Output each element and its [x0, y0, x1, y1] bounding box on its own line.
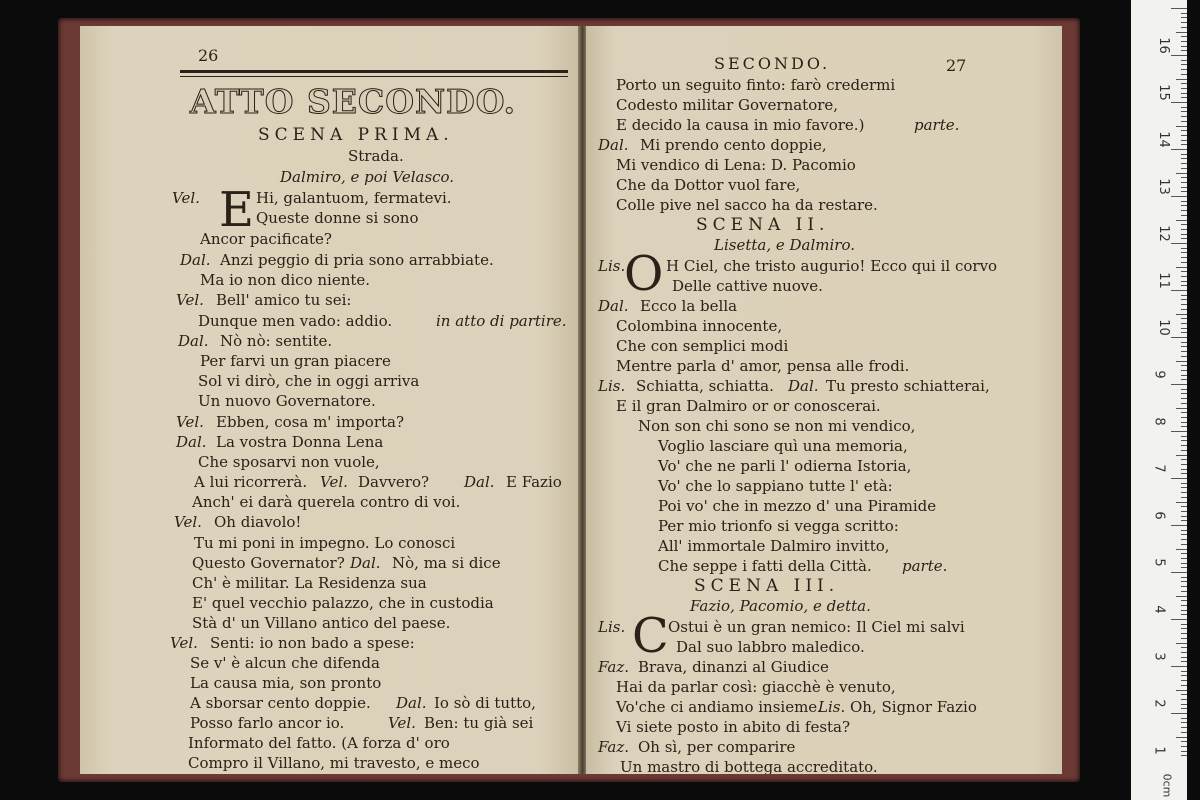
text-line: A lui ricorrerà.: [194, 473, 308, 491]
ruler-tick: [1171, 149, 1187, 150]
ruler-tick: [1181, 586, 1187, 587]
ruler-tick: [1181, 718, 1187, 719]
ruler-tick: [1176, 455, 1187, 456]
speaker: Dal.: [350, 554, 381, 572]
ruler-tick: [1181, 107, 1187, 108]
ruler-tick: [1181, 422, 1187, 423]
speaker: Lis.: [598, 618, 626, 636]
ruler-tick: [1181, 751, 1187, 752]
ruler-tick: [1181, 69, 1187, 70]
ruler-tick: [1181, 464, 1187, 465]
text-line: Non son chi sono se non mi vendico,: [638, 417, 916, 435]
ruler-tick: [1181, 276, 1187, 277]
text-line: Oh diavolo!: [214, 513, 302, 531]
drop-cap: O: [624, 246, 664, 302]
setting: Strada.: [348, 147, 404, 165]
ruler-tick: [1181, 36, 1187, 37]
ruler-tick: [1171, 384, 1187, 385]
speaker: Vel.: [176, 413, 204, 431]
ruler-tick: [1176, 549, 1187, 550]
speaker: Dal.: [396, 694, 427, 712]
ruler-tick: [1181, 191, 1187, 192]
ruler-tick: [1181, 154, 1187, 155]
ruler-tick: [1181, 50, 1187, 51]
text-line: Anzi peggio di pria sono arrabbiate.: [220, 251, 494, 269]
speaker: Faz.: [598, 658, 630, 676]
ruler-tick: [1181, 469, 1187, 470]
ruler-tick: [1181, 187, 1187, 188]
ruler-tick: [1181, 13, 1187, 14]
ruler-tick: [1171, 196, 1187, 197]
speaker: Dal.: [464, 473, 495, 491]
text-line: E decido la causa in mio favore.): [616, 116, 865, 134]
ruler-tick: [1181, 755, 1187, 756]
text-line: La vostra Donna Lena: [216, 433, 384, 451]
text-line: Ostui è un gran nemico: Il Ciel mi salvi: [668, 618, 965, 636]
text-line: Nò nò: sentite.: [220, 332, 333, 350]
ruler-tick: [1181, 60, 1187, 61]
ruler-tick: [1176, 690, 1187, 691]
text-line: Un mastro di bottega accreditato.: [620, 758, 878, 774]
ruler-tick: [1171, 55, 1187, 56]
ruler-tick: [1181, 281, 1187, 282]
ruler-tick: [1181, 64, 1187, 65]
ruler-label: 7: [1151, 464, 1167, 473]
speaker: Vel.: [172, 189, 200, 207]
text-line: Vo' che ne parli l' odierna Istoria,: [658, 457, 912, 475]
ruler-tick: [1181, 140, 1187, 141]
ruler-tick: [1181, 534, 1187, 535]
text-line: Per farvi un gran piacere: [200, 352, 391, 370]
ruler-tick: [1176, 502, 1187, 503]
ruler-tick: [1181, 440, 1187, 441]
text-line: Vo' che lo sappiano tutte l' età:: [658, 477, 893, 495]
speaker: Dal.: [788, 377, 819, 395]
ruler-label: 6: [1151, 511, 1167, 520]
ruler-tick: [1181, 210, 1187, 211]
text-line: H Ciel, che tristo augurio! Ecco qui il corvo: [666, 257, 998, 275]
ruler-tick: [1181, 473, 1187, 474]
text-line: Davvero?: [358, 473, 430, 491]
text-line: Un nuovo Governatore.: [198, 392, 376, 410]
ruler-tick: [1181, 624, 1187, 625]
text-line: Ma io non dico niente.: [200, 271, 371, 289]
speaker: Vel.: [170, 634, 198, 652]
ruler-tick: [1181, 511, 1187, 512]
text-line: Dunque men vado: addio.: [198, 312, 393, 330]
ruler-tick: [1181, 356, 1187, 357]
scene-title: SCENA III.: [694, 576, 840, 596]
text-line: Ch' è militar. La Residenza sua: [192, 574, 427, 592]
speaker: Dal.: [180, 251, 211, 269]
ruler-tick: [1181, 309, 1187, 310]
text-line: Senti: io non bado a spese:: [210, 634, 415, 652]
drop-cap: C: [632, 608, 669, 664]
rule-bottom: [180, 76, 568, 77]
text-line: Che da Dottor vuol fare,: [616, 176, 801, 194]
ruler-tick: [1181, 680, 1187, 681]
speaker: Lis.: [598, 257, 626, 275]
ruler-tick: [1176, 126, 1187, 127]
ruler-tick: [1181, 248, 1187, 249]
text-line: Questo Governator?: [192, 554, 345, 572]
ruler-tick: [1181, 403, 1187, 404]
ruler-tick: [1181, 661, 1187, 662]
text-line: Vi siete posto in abito di festa?: [616, 718, 851, 736]
stage-direction: parte.: [914, 116, 960, 134]
ruler-tick: [1181, 417, 1187, 418]
ruler-tick: [1171, 8, 1187, 9]
ruler-tick: [1171, 431, 1187, 432]
text-line: Hai da parlar così: giacchè è venuto,: [616, 678, 896, 696]
ruler-tick: [1181, 342, 1187, 343]
ruler-tick: [1181, 563, 1187, 564]
ruler-label: 4: [1151, 605, 1167, 614]
ruler-tick: [1181, 74, 1187, 75]
ruler-tick: [1171, 619, 1187, 620]
ruler-tick: [1181, 328, 1187, 329]
ruler-tick: [1176, 361, 1187, 362]
speaker: Vel.: [176, 291, 204, 309]
ruler-tick: [1181, 130, 1187, 131]
scene-title: SCENA II.: [696, 215, 830, 235]
characters: Dalmiro, e poi Velasco.: [280, 168, 455, 186]
ruler-label: 16: [1155, 37, 1171, 54]
ruler-tick: [1176, 596, 1187, 597]
ruler-tick: [1181, 610, 1187, 611]
text-line: Mi vendico di Lena: D. Pacomio: [616, 156, 856, 174]
ruler-tick: [1181, 97, 1187, 98]
act-title: ATTO SECONDO.: [190, 82, 517, 121]
ruler-tick: [1181, 389, 1187, 390]
ruler-label: 14: [1155, 131, 1171, 148]
text-line: Dal suo labbro maledico.: [676, 638, 865, 656]
ruler-tick: [1181, 93, 1187, 94]
ruler-tick: [1181, 135, 1187, 136]
text-line: E' quel vecchio palazzo, che in custodia: [192, 594, 494, 612]
speaker: Dal.: [598, 297, 629, 315]
ruler-tick: [1181, 398, 1187, 399]
text-line: Queste donne si sono: [256, 209, 419, 227]
text-line: Mi prendo cento doppie,: [640, 136, 827, 154]
ruler-tick: [1181, 370, 1187, 371]
ruler-tick: [1181, 708, 1187, 709]
ruler-tick: [1181, 393, 1187, 394]
ruler-tick: [1181, 46, 1187, 47]
ruler-tick: [1181, 732, 1187, 733]
speaker: Faz.: [598, 738, 630, 756]
ruler-tick: [1181, 346, 1187, 347]
ruler-tick: [1181, 487, 1187, 488]
ruler-label: 9: [1151, 370, 1167, 379]
ruler-tick: [1176, 643, 1187, 644]
ruler-tick: [1181, 685, 1187, 686]
ruler-tick: [1176, 314, 1187, 315]
characters: Lisetta, e Dalmiro.: [714, 236, 856, 254]
running-head: SECONDO.: [714, 54, 831, 73]
text-line: Poi vo' che in mezzo d' una Piramide: [658, 497, 937, 515]
text-line: Che con semplici modi: [616, 337, 789, 355]
ruler-tick: [1181, 88, 1187, 89]
ruler-tick: [1176, 32, 1187, 33]
scene-title: SCENA PRIMA.: [258, 125, 454, 145]
ruler-tick: [1181, 567, 1187, 568]
speaker: Lis.: [818, 698, 846, 716]
ruler-tick: [1181, 299, 1187, 300]
ruler-tick: [1181, 694, 1187, 695]
ruler-tick: [1181, 436, 1187, 437]
ruler-tick: [1171, 243, 1187, 244]
ruler-tick: [1176, 79, 1187, 80]
ruler-tick: [1181, 27, 1187, 28]
ruler-tick: [1171, 713, 1187, 714]
ruler-tick: [1181, 741, 1187, 742]
ruler-tick: [1171, 337, 1187, 338]
text-line: Oh, Signor Fazio: [850, 698, 977, 716]
ruler-tick: [1181, 215, 1187, 216]
ruler-tick: [1181, 379, 1187, 380]
text-line: Tu presto schiatterai,: [826, 377, 990, 395]
ruler-tick: [1176, 267, 1187, 268]
rule-top: [180, 70, 568, 73]
ruler-tick: [1181, 746, 1187, 747]
ruler-tick: [1171, 666, 1187, 667]
speaker: Lis.: [598, 377, 626, 395]
text-line: Se v' è alcun che difenda: [190, 654, 380, 672]
ruler-tick: [1181, 205, 1187, 206]
text-line: Schiatta, schiatta.: [636, 377, 774, 395]
characters: Fazio, Pacomio, e detta.: [690, 597, 871, 615]
ruler-tick: [1181, 351, 1187, 352]
ruler-tick: [1181, 577, 1187, 578]
text-line: Per mio trionfo si vegga scritto:: [658, 517, 899, 535]
ruler-tick: [1181, 182, 1187, 183]
ruler-tick: [1176, 173, 1187, 174]
ruler-tick: [1181, 614, 1187, 615]
text-line: Io sò di tutto,: [434, 694, 536, 712]
ruler-tick: [1181, 628, 1187, 629]
ruler-tick: [1181, 497, 1187, 498]
ruler-tick: [1181, 516, 1187, 517]
text-line: Brava, dinanzi al Giudice: [638, 658, 829, 676]
ruler-tick: [1181, 652, 1187, 653]
drop-cap: E: [219, 182, 255, 238]
ruler-tick: [1176, 737, 1187, 738]
ruler-tick: [1171, 102, 1187, 103]
text-line: Delle cattive nuove.: [672, 277, 823, 295]
speaker: Vel.: [320, 473, 348, 491]
ruler-label: 10: [1155, 319, 1171, 336]
ruler-tick: [1181, 168, 1187, 169]
speaker: Vel.: [388, 714, 416, 732]
ruler-label: 11: [1155, 272, 1171, 289]
text-line: Hi, galantuom, fermatevi.: [256, 189, 452, 207]
ruler-tick: [1181, 633, 1187, 634]
text-line: Voglio lasciare quì una memoria,: [658, 437, 908, 455]
right-page: [586, 26, 1062, 774]
ruler-tick: [1181, 581, 1187, 582]
speaker: Vel.: [174, 513, 202, 531]
ruler-tick: [1181, 605, 1187, 606]
text-line: Oh sì, per comparire: [638, 738, 796, 756]
ruler-tick: [1181, 492, 1187, 493]
ruler-tick: [1181, 459, 1187, 460]
ruler-label: 12: [1155, 225, 1171, 242]
text-line: Anch' ei darà querela contro di voi.: [192, 493, 461, 511]
text-line: Che sposarvi non vuole,: [198, 453, 380, 471]
ruler-tick: [1181, 271, 1187, 272]
text-line: Ebben, cosa m' importa?: [216, 413, 405, 431]
ruler-label: 5: [1151, 558, 1167, 567]
text-line: Informato del fatto. (A forza d' oro: [188, 734, 450, 752]
speaker: Dal.: [598, 136, 629, 154]
speaker: Dal.: [178, 332, 209, 350]
text-line: Colle pive nel sacco ha da restare.: [616, 196, 878, 214]
ruler-tick: [1181, 17, 1187, 18]
ruler-tick: [1181, 506, 1187, 507]
ruler-tick: [1171, 525, 1187, 526]
text-line: Ancor pacificate?: [200, 230, 332, 248]
text-line: Porto un seguito finto: farò credermi: [616, 76, 896, 94]
ruler-tick: [1181, 22, 1187, 23]
ruler-tick: [1181, 252, 1187, 253]
text-line: Colombina innocente,: [616, 317, 783, 335]
text-line: Nò, ma si dice: [392, 554, 501, 572]
ruler-tick: [1181, 483, 1187, 484]
ruler-tick: [1181, 158, 1187, 159]
text-line: Che seppe i fatti della Città.: [658, 557, 872, 575]
ruler-unit: 0cm: [1160, 773, 1174, 798]
ruler-tick: [1181, 234, 1187, 235]
ruler-tick: [1181, 558, 1187, 559]
ruler-tick: [1181, 600, 1187, 601]
text-line: La causa mia, son pronto: [190, 674, 382, 692]
ruler-tick: [1181, 704, 1187, 705]
ruler-label: 13: [1155, 178, 1171, 195]
ruler-tick: [1171, 478, 1187, 479]
text-line: All' immortale Dalmiro invitto,: [658, 537, 890, 555]
ruler-tick: [1181, 657, 1187, 658]
ruler-label: 15: [1155, 84, 1171, 101]
ruler-tick: [1181, 638, 1187, 639]
ruler-tick: [1181, 553, 1187, 554]
ruler-tick: [1181, 375, 1187, 376]
ruler-tick: [1181, 323, 1187, 324]
ruler-tick: [1181, 238, 1187, 239]
ruler-tick: [1181, 365, 1187, 366]
ruler-tick: [1181, 295, 1187, 296]
text-line: E Fazio: [506, 473, 562, 491]
ruler-tick: [1181, 332, 1187, 333]
ruler-tick: [1181, 257, 1187, 258]
ruler-tick: [1181, 699, 1187, 700]
ruler-tick: [1181, 591, 1187, 592]
ruler-tick: [1176, 408, 1187, 409]
ruler-tick: [1181, 412, 1187, 413]
ruler-tick: [1181, 224, 1187, 225]
stage-direction: in atto di partire.: [436, 312, 567, 330]
ruler-tick: [1181, 304, 1187, 305]
ruler-label: 2: [1151, 699, 1167, 708]
ruler-label: 3: [1151, 652, 1167, 661]
ruler-tick: [1181, 116, 1187, 117]
ruler-tick: [1181, 121, 1187, 122]
left-page: [80, 26, 580, 774]
ruler-tick: [1181, 722, 1187, 723]
ruler-tick: [1181, 647, 1187, 648]
text-line: Mentre parla d' amor, pensa alle frodi.: [616, 357, 910, 375]
text-line: A sborsar cento doppie.: [190, 694, 371, 712]
speaker: Dal.: [176, 433, 207, 451]
text-line: Stà d' un Villano antico del paese.: [192, 614, 451, 632]
ruler-tick: [1181, 111, 1187, 112]
text-line: E il gran Dalmiro or or conoscerai.: [616, 397, 881, 415]
ruler-tick: [1181, 144, 1187, 145]
ruler-tick: [1181, 727, 1187, 728]
text-line: Posso farlo ancor io.: [190, 714, 345, 732]
ruler-tick: [1171, 572, 1187, 573]
text-line: Ecco la bella: [640, 297, 738, 315]
stage-direction: parte.: [902, 557, 948, 575]
ruler-tick: [1181, 450, 1187, 451]
ruler-tick: [1181, 544, 1187, 545]
ruler-tick: [1181, 285, 1187, 286]
ruler-tick: [1181, 318, 1187, 319]
ruler-tick: [1181, 426, 1187, 427]
text-line: Tu mi poni in impegno. Lo conosci: [194, 534, 456, 552]
ruler-tick: [1181, 229, 1187, 230]
text-line: Bell' amico tu sei:: [216, 291, 352, 309]
ruler-tick: [1181, 201, 1187, 202]
ruler-tick: [1181, 520, 1187, 521]
text-line: Ben: tu già sei: [424, 714, 534, 732]
ruler-tick: [1181, 539, 1187, 540]
text-line: Vo'che ci andiamo insieme.: [616, 698, 822, 716]
ruler-tick: [1181, 675, 1187, 676]
page-number: 26: [198, 46, 219, 65]
ruler-tick: [1181, 530, 1187, 531]
measurement-ruler: [1131, 0, 1187, 800]
ruler-tick: [1181, 83, 1187, 84]
ruler-tick: [1181, 41, 1187, 42]
text-line: Codesto militar Governatore,: [616, 96, 839, 114]
text-line: Sol vi dirò, che in oggi arriva: [198, 372, 420, 390]
ruler-tick: [1181, 671, 1187, 672]
ruler-label: 1: [1151, 746, 1167, 755]
ruler-tick: [1181, 177, 1187, 178]
ruler-tick: [1181, 163, 1187, 164]
ruler-tick: [1171, 290, 1187, 291]
page-number: 27: [946, 56, 967, 75]
ruler-tick: [1176, 220, 1187, 221]
ruler-label: 8: [1151, 417, 1167, 426]
ruler-tick: [1181, 262, 1187, 263]
text-line: Compro il Villano, mi travesto, e meco: [188, 754, 480, 772]
ruler-tick: [1181, 445, 1187, 446]
